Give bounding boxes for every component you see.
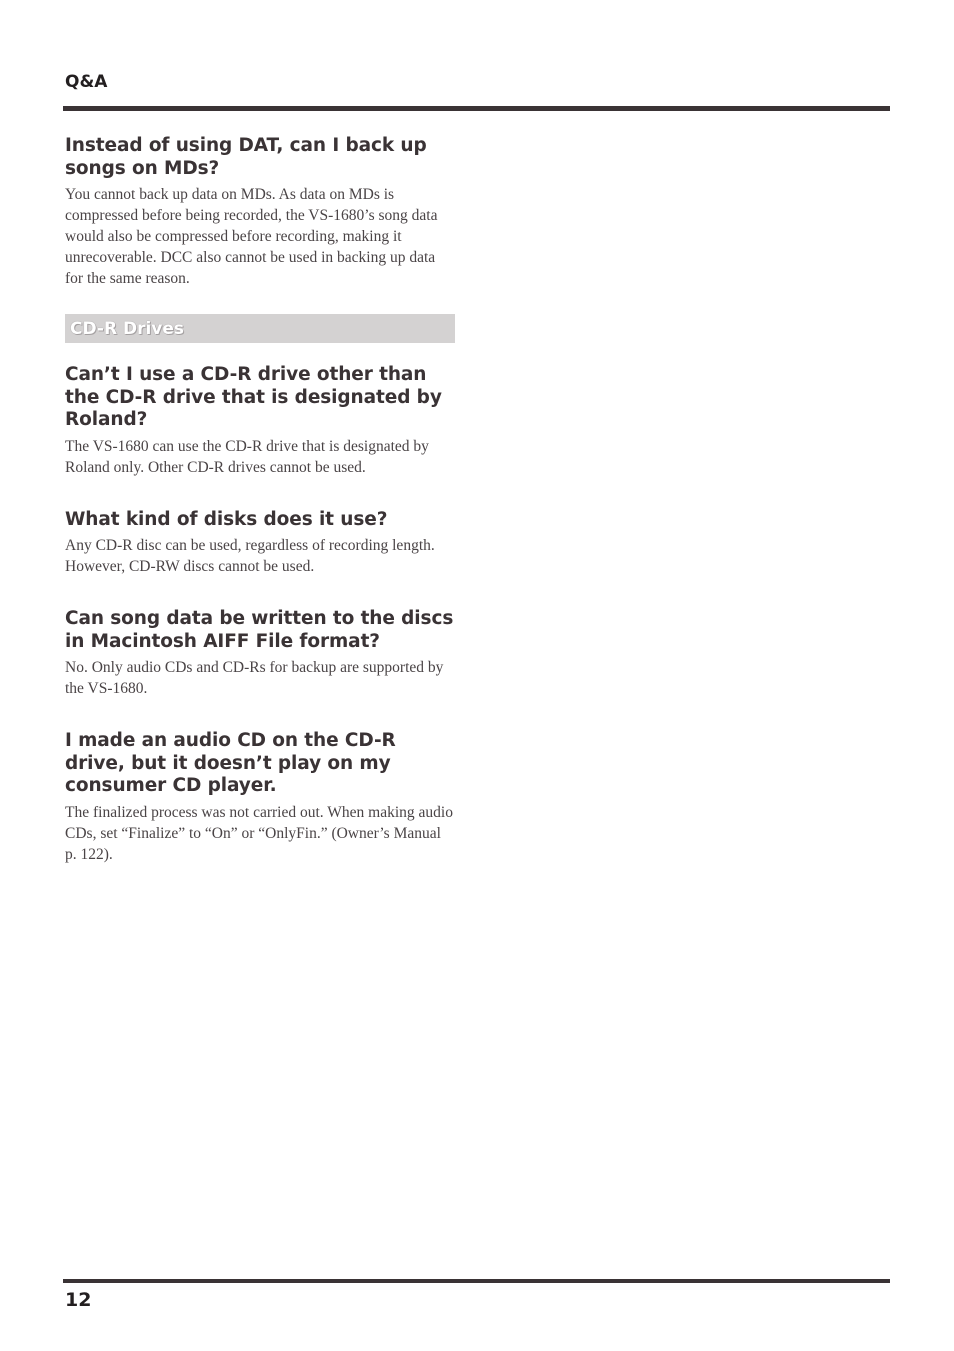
qa-item (65, 509, 455, 578)
answer-text: The finalized process was not carried out. When making audio CDs, set “Finalize” to “On” or “OnlyFin.” (Owner’s Manual p. 122). (65, 803, 453, 863)
footer-rule (63, 1279, 890, 1283)
question-heading: Instead of using DAT, can I back up songs on MDs? (65, 135, 427, 179)
section-heading: CD-R Drives (70, 318, 185, 339)
answer-text: Any CD-R disc can be used, regardless of recording length. However, CD-RW discs cannot be used. (65, 537, 435, 575)
question-heading: Can song data be written to the discs in Macintosh AIFF File format? (65, 608, 454, 652)
section-heading-bar (65, 314, 455, 343)
question-heading: Can’t I use a CD-R drive other than the CD-R drive that is designated by Roland? (65, 364, 442, 430)
question-heading: I made an audio CD on the CD-R drive, but it doesn’t play on my consumer CD player. (65, 730, 396, 796)
page-header-label: Q&A (65, 72, 108, 92)
page-number: 12 (65, 1289, 92, 1311)
answer-text: The VS-1680 can use the CD-R drive that is designated by Roland only. Other CD-R drives cannot be used. (65, 437, 429, 476)
content-column (65, 135, 455, 891)
qa-item (65, 608, 455, 699)
qa-item (65, 730, 455, 865)
qa-item (65, 135, 455, 289)
question-heading: What kind of disks does it use? (65, 508, 388, 530)
answer-text: No. Only audio CDs and CD-Rs for backup are supported by the VS-1680. (65, 659, 444, 697)
answer-text: You cannot back up data on MDs. As data on MDs is compressed before being recorded, the VS-1680’s song data would also be compressed before recording, making it unrecoverable. DCC also cannot be used in backing up data for the same reason. (65, 186, 438, 287)
qa-item (65, 364, 455, 478)
header-rule (63, 106, 890, 111)
